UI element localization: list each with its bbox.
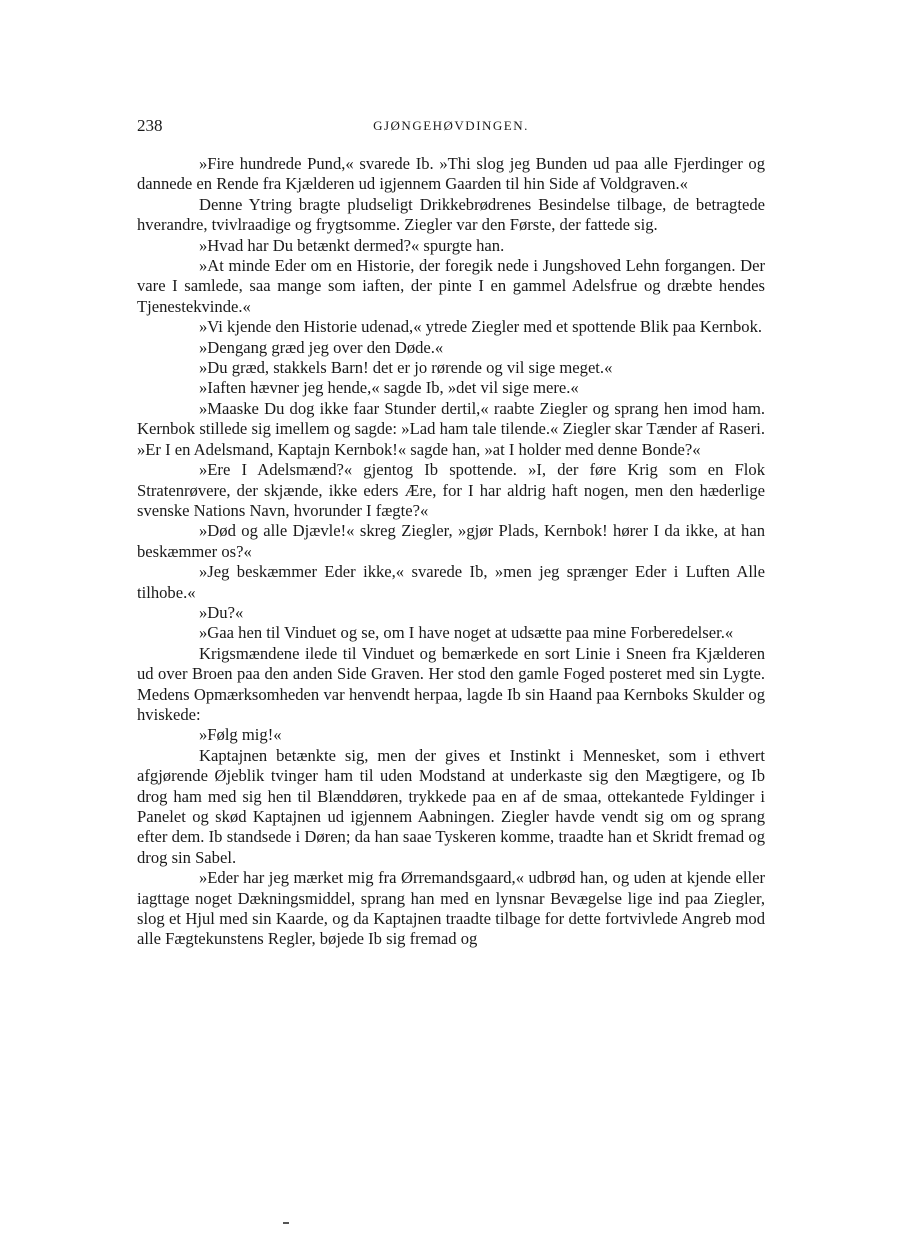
paragraph: »At minde Eder om en Historie, der foregik nede i Jungshoved Lehn forgangen. Der vare I samlede, saa mange som iaften, der pinte I en gammel Adelsfrue og dræbte hendes Tjenestekvinde.« — [137, 256, 765, 316]
paragraph: »Fire hundrede Pund,« svarede Ib. »Thi slog jeg Bunden ud paa alle Fjerdinger og dannede en Rende fra Kjælderen ud igjennem Gaarden til hin Side af Voldgraven.« — [137, 154, 765, 194]
paragraph: Denne Ytring bragte pludseligt Drikkebrødrenes Besindelse tilbage, de betragtede hverandre, tvivlraadige og frygtsomme. Ziegler var den Første, der fattede sig. — [137, 194, 765, 235]
paragraph: Krigsmændene ilede til Vinduet og bemærkede en sort Linie i Sneen fra Kjælderen ud over Broen paa den anden Side Graven. Her stod den gamle Foged posteret med sin Lygte. Medens Opmærksomheden var henvendt herpaa, lagde Ib sin Haand paa Kernboks Skulder og hviskede: — [137, 643, 765, 724]
paragraph: »Iaften hævner jeg hende,« sagde Ib, »det vil sige mere.« — [199, 378, 579, 398]
paragraph: »Følg mig!« — [199, 725, 282, 745]
paragraph: »Du?« — [199, 602, 244, 622]
paragraph: »Dengang græd jeg over den Døde.« — [199, 337, 444, 357]
paragraph: »Gaa hen til Vinduet og se, om I have noget at udsætte paa mine Forberedelser.« — [199, 623, 734, 643]
paragraph: »Ere I Adelsmænd?« gjentog Ib spottende. »I, der føre Krig som en Flok Stratenrøvere, der skjænde, ikke eders Ære, for I har aldrig haft nogen, men den hæderlige svenske Nations Navn, hvorunder I fægte?« — [137, 460, 765, 520]
paragraph: »Eder har jeg mærket mig fra Ørremandsgaard,« udbrød han, og uden at kjende eller iagttage noget Dækningsmiddel, sprang han med en lynsnar Bevægelse lige ind paa Ziegler, slog et Hjul med sin Kaarde, og da Kaptajnen traadte tilbage for dette fortvivlede Angreb mod alle Fægtekunstens Regler, bøjede Ib sig fremad og — [137, 868, 765, 949]
paragraph: »Du græd, stakkels Barn! det er jo rørende og vil sige meget.« — [199, 358, 613, 378]
paragraph: »Død og alle Djævle!« skreg Ziegler, »gjør Plads, Kernbok! hører I da ikke, at han beskæmmer os?« — [137, 521, 765, 561]
page-header — [137, 116, 765, 140]
paragraph: »Maaske Du dog ikke faar Stunder dertil,« raabte Ziegler og sprang hen imod ham. Kernbok stillede sig imellem og sagde: »Lad ham tale tilende.« Ziegler skar Tænder af Raseri. »Er I en Adelsmand, Kaptajn Kernbok!« sagde han, »at I holder med denne Bonde?« — [137, 398, 765, 459]
page-number: 238 — [137, 116, 163, 135]
paragraph: Kaptajnen betænkte sig, men der gives et Instinkt i Mennesket, som i ethvert afgjørende Øjeblik tvinger ham til uden Modstand at underkaste sig den Mægtigere, og Ib drog ham med sig hen til Blænddøren, trykkede paa en af de smaa, ottekantede Fyldinger i Panelet og skød Kaptajnen ud igjennem Aabningen. Ziegler havde vendt sig om og sprang efter dem. Ib standsede i Døren; da han saae Tyskeren komme, traadte han et Skridt fremad og drog sin Sabel. — [137, 745, 765, 867]
paragraph: »Vi kjende den Historie udenad,« ytrede Ziegler med et spottende Blik paa Kernbok. — [199, 317, 763, 337]
footer-mark — [283, 1222, 289, 1224]
running-title: GJØNGEHØVDINGEN. — [373, 118, 529, 133]
body-text — [137, 154, 765, 950]
paragraph: »Jeg beskæmmer Eder ikke,« svarede Ib, »men jeg sprænger Eder i Luften Alle tilhobe.« — [137, 562, 765, 602]
paragraph: »Hvad har Du betænkt dermed?« spurgte han. — [199, 235, 505, 255]
